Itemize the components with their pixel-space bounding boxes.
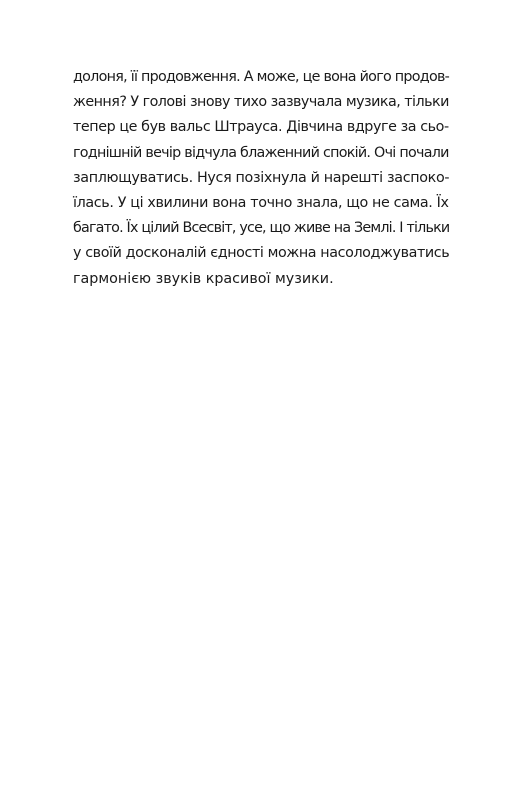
text-line-9: гармонією звуків красивої музики. (73, 270, 334, 287)
text-line-6: їлась. У ці хвилини вона точно знала, що не сама. Їх (73, 194, 449, 211)
text-line-3: тепер це був вальс Штрауса. Дівчина вдруге за сьо- (73, 119, 449, 136)
text-line-1: долоня, її продовження. А може, це вона його продов- (73, 69, 450, 85)
text-line-4: годнішній вечір відчула блаженний спокій. Очі почали (73, 144, 449, 161)
text-line-8: у своїй досконалій єдності можна насолоджуватись (73, 245, 450, 262)
text-line-2: ження? У голові знову тихо зазвучала музика, тільки (73, 94, 449, 111)
text-line-7: багато. Їх цілий Всесвіт, усе, що живе на Землі. І тільки (73, 220, 450, 237)
text-line-5: заплющуватись. Нуся позіхнула й нарешті заспоко- (73, 169, 450, 186)
body-paragraph (73, 65, 449, 292)
